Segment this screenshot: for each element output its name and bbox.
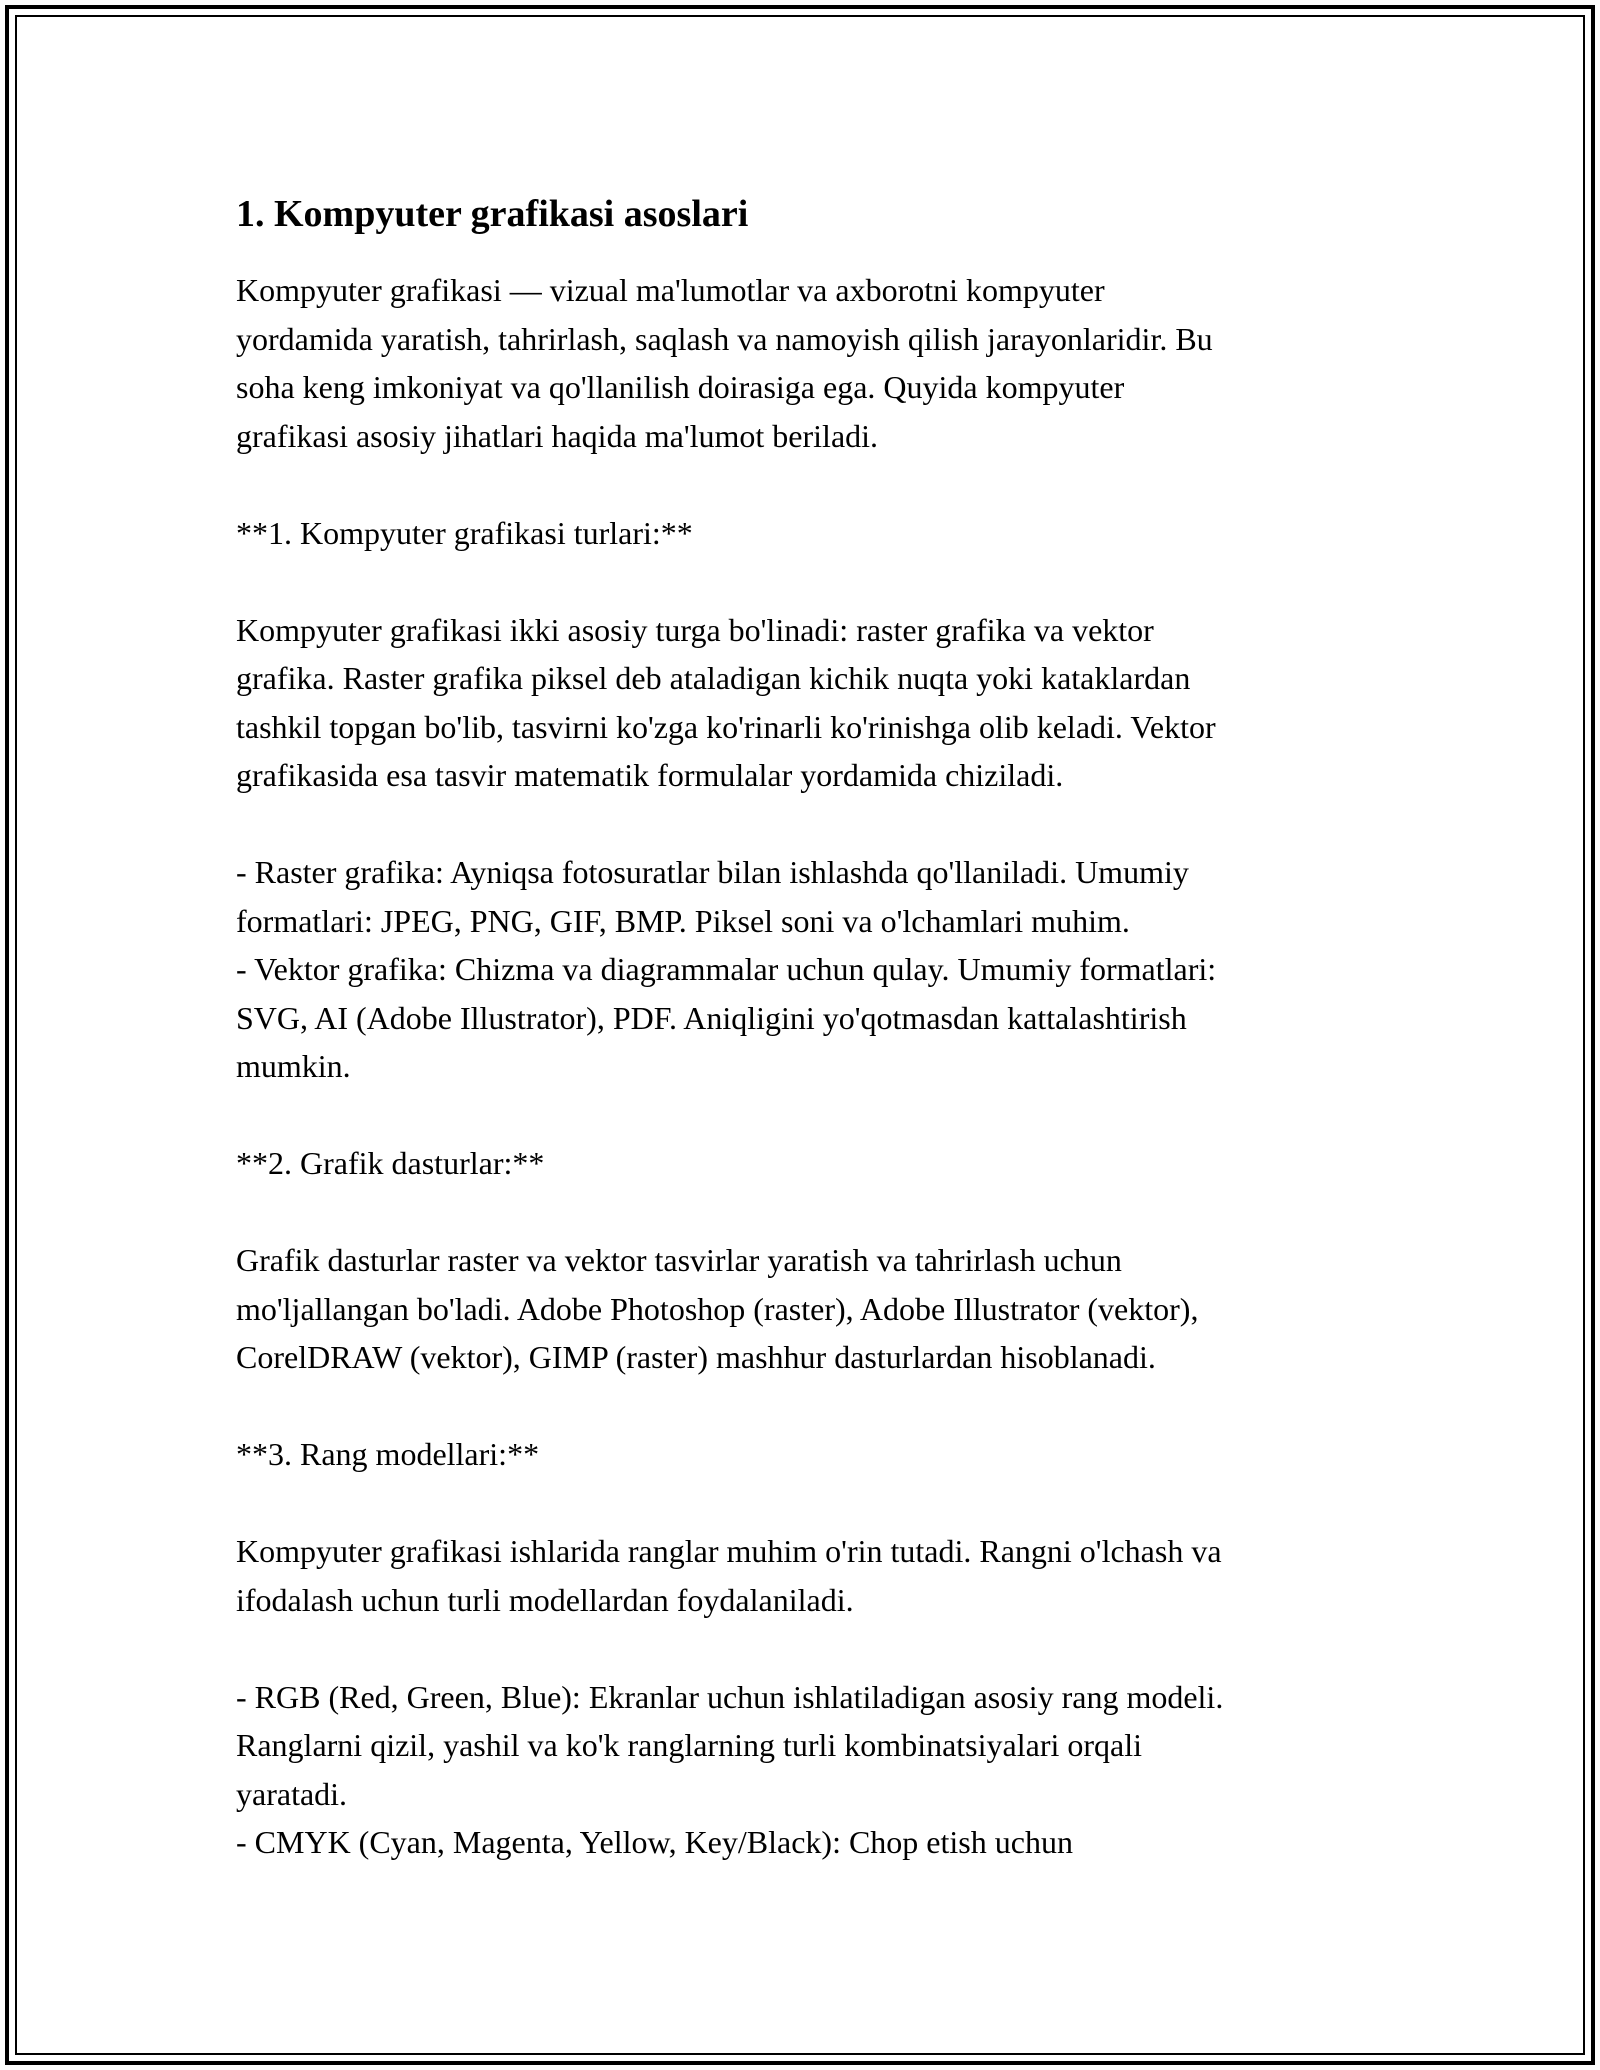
paragraph-gap [236,1479,1376,1528]
paragraph-gap [236,800,1376,849]
color-models-paragraph: Kompyuter grafikasi ishlarida ranglar muhim o'rin tutadi. Rangni o'lchash va ifodalash uchun turli modellardan foydalaniladi. [236,1533,1222,1618]
color-models-list: - RGB (Red, Green, Blue): Ekranlar uchun ishlatiladigan asosiy rang modeli. Ranglarni qizil, yashil va ko'k ranglarning turli kombinatsiyalari orqali yaratadi. - CMYK (Cyan, Magenta, Yellow, Key/Black): Chop etish uchun [236,1678,1224,1860]
section-heading-types: **1. Kompyuter grafikasi turlari:** [236,514,693,551]
paragraph-gap [236,1188,1376,1237]
paragraph-gap [236,1624,1376,1673]
types-paragraph: Kompyuter grafikasi ikki asosiy turga bo'linadi: raster grafika va vektor grafika. Raster grafika piksel deb ataladigan kichik nuqta yoki kataklardan tashkil topgan bo'lib, tasvirni ko'zga ko'rinarli ko'rinishga olib keladi. Vektor grafikasida esa tasvir matematik formulalar yordamida chiziladi. [236,611,1216,793]
document-title: 1. Kompyuter grafikasi asoslari [236,193,749,235]
paragraph-gap [236,460,1376,509]
section-heading-color-models: **3. Rang modellari:** [236,1436,540,1472]
document-body [236,188,1376,1867]
paragraph-gap [236,1091,1376,1140]
paragraph-gap [236,1382,1376,1431]
intro-paragraph: Kompyuter grafikasi — vizual ma'lumotlar va axborotni kompyuter yordamida yaratish, tahrirlash, saqlash va namoyish qilish jarayonlaridir. Bu soha keng imkoniyat va qo'llanilish doirasiga ega. Quyida kompyuter grafikasi asosiy jihatlari haqida ma'lumot beriladi. [236,272,1213,454]
section-heading-programs: **2. Grafik dasturlar:** [236,1145,545,1181]
programs-paragraph: Grafik dasturlar raster va vektor tasvirlar yaratish va tahrirlash uchun mo'ljallangan bo'ladi. Adobe Photoshop (raster), Adobe Illustrator (vektor), CorelDRAW (vektor), GIMP (raster) mashhur dasturlardan hisoblanadi. [236,1242,1199,1375]
types-list: - Raster grafika: Ayniqsa fotosuratlar bilan ishlashda qo'llaniladi. Umumiy formatlari: JPEG, PNG, GIF, BMP. Piksel soni va o'lchamlari muhim. - Vektor grafika: Chizma va diagrammalar uchun qulay. Umumiy formatlari: SVG, AI (Adobe Illustrator), PDF. Aniqligini yo'qotmasdan kattalashtirish mumkin. [236,854,1217,1084]
paragraph-gap [236,557,1376,606]
